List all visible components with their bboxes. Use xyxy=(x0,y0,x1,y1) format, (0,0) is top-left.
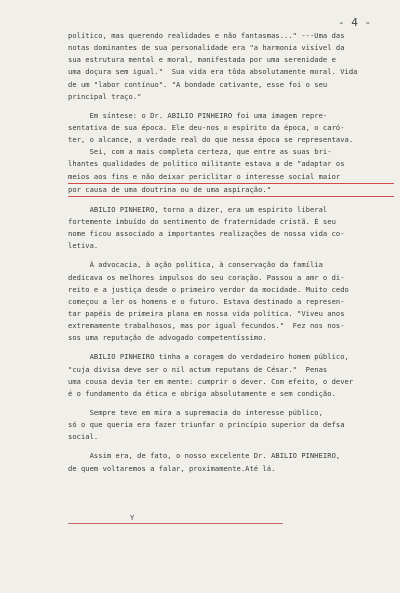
text-line: fortemente imbuído do sentimento de fraternidade cristã. É seu xyxy=(68,216,336,226)
text-line: Em síntese: o Dr. ABILIO PINHEIRO foi uma imagem repre- xyxy=(68,110,328,120)
text-line: nome ficou associado a importantes realizações de nossa vida co- xyxy=(68,229,345,239)
paragraph-6 xyxy=(68,407,394,443)
text-line: principal traço." xyxy=(68,91,142,101)
text-line: tar papéis de primeira plana em nossa vida política. "Viveu anos xyxy=(68,308,345,318)
page-number: - 4 - xyxy=(338,16,372,29)
text-line: ter, o alcance, a verdade real do que nessa época se representava. xyxy=(68,135,354,145)
text-line: Sempre teve em mira a supremacia do interesse público, xyxy=(68,407,323,417)
body-text xyxy=(68,30,394,475)
paragraph-5 xyxy=(68,351,394,400)
text-line: letiva. xyxy=(68,241,99,251)
text-line: só o que queria era fazer triunfar o princípio superior da defsa xyxy=(68,420,345,430)
text-line: À advocacia, à ação política, à conservação da família xyxy=(68,260,323,270)
text-line: social. xyxy=(68,432,99,442)
underlined-quote-line: por causa de uma doutrina ou de uma aspiração." xyxy=(68,184,394,197)
closing-mark: Y xyxy=(130,514,135,522)
text-line: dedicava os melhores impulsos do seu coração. Passou a amr o di- xyxy=(68,272,345,282)
text-line: reito e a justiça desde o primeiro verdor da mocidade. Muito cedo xyxy=(68,284,349,294)
closing-rule xyxy=(68,523,283,524)
text-line: "cuja divisa deve ser o nil actum reputans de César." Penas xyxy=(68,364,328,374)
text-line: uma cousa devia ter em mente: cumprir o dever. Com efeito, o dever xyxy=(68,376,354,386)
text-line: ABILIO PINHEIRO tinha a coragem do verdadeiro homem público, xyxy=(68,352,349,362)
text-line: sentativa de sua época. Ele deu-nos o espírito da época, o caró- xyxy=(68,122,345,132)
paragraph-2 xyxy=(68,110,394,197)
text-line: Assim era, de fato, o nosso excelente Dr. ABILIO PINHEIRO, xyxy=(68,451,341,461)
paragraph-4 xyxy=(68,259,394,344)
text-line: é o fundamento da ética e obriga absolutamente e sem condição. xyxy=(68,388,336,398)
text-line: sua estrutura mental e moral, manifestada por uma serenidade e xyxy=(68,55,336,65)
text-line: de um "labor contínuo". "A bondade cativante, esse foi o seu xyxy=(68,79,328,89)
text-line: ABILIO PINHEIRO, torno a dizer, era um espírito liberal xyxy=(68,204,328,214)
paragraph-7 xyxy=(68,450,394,474)
text-line: lhantes qualidades de político militante estava a de "adaptar os xyxy=(68,159,345,169)
underlined-quote-line: meios aos fins e não deixar periclitar o interesse social maior xyxy=(68,171,394,184)
text-line: começou a ler os homens e o futuro. Estava destinado a represen- xyxy=(68,296,345,306)
text-line: sos uma reputação de advogado competentíssimo. xyxy=(68,333,267,343)
paragraph-3 xyxy=(68,204,394,253)
text-line: notas dominantes de sua personalidade era "a harmonia visível da xyxy=(68,43,345,53)
paragraph-1 xyxy=(68,30,394,103)
text-line: uma doçura sem igual." Sua vida era tôda absolutamente moral. Vida xyxy=(68,67,358,77)
text-line: político, mas querendo realidades e não fantasmas..." ---Uma das xyxy=(68,31,345,40)
text-line: de quem voltaremos a falar, proximamente.Até lá. xyxy=(68,463,276,473)
text-line: Sei, com a mais completa certeza, que entre as suas bri- xyxy=(68,147,332,157)
text-line: extremamente trabalhosos, mas por igual fecundos." Fez nos nos- xyxy=(68,321,345,331)
